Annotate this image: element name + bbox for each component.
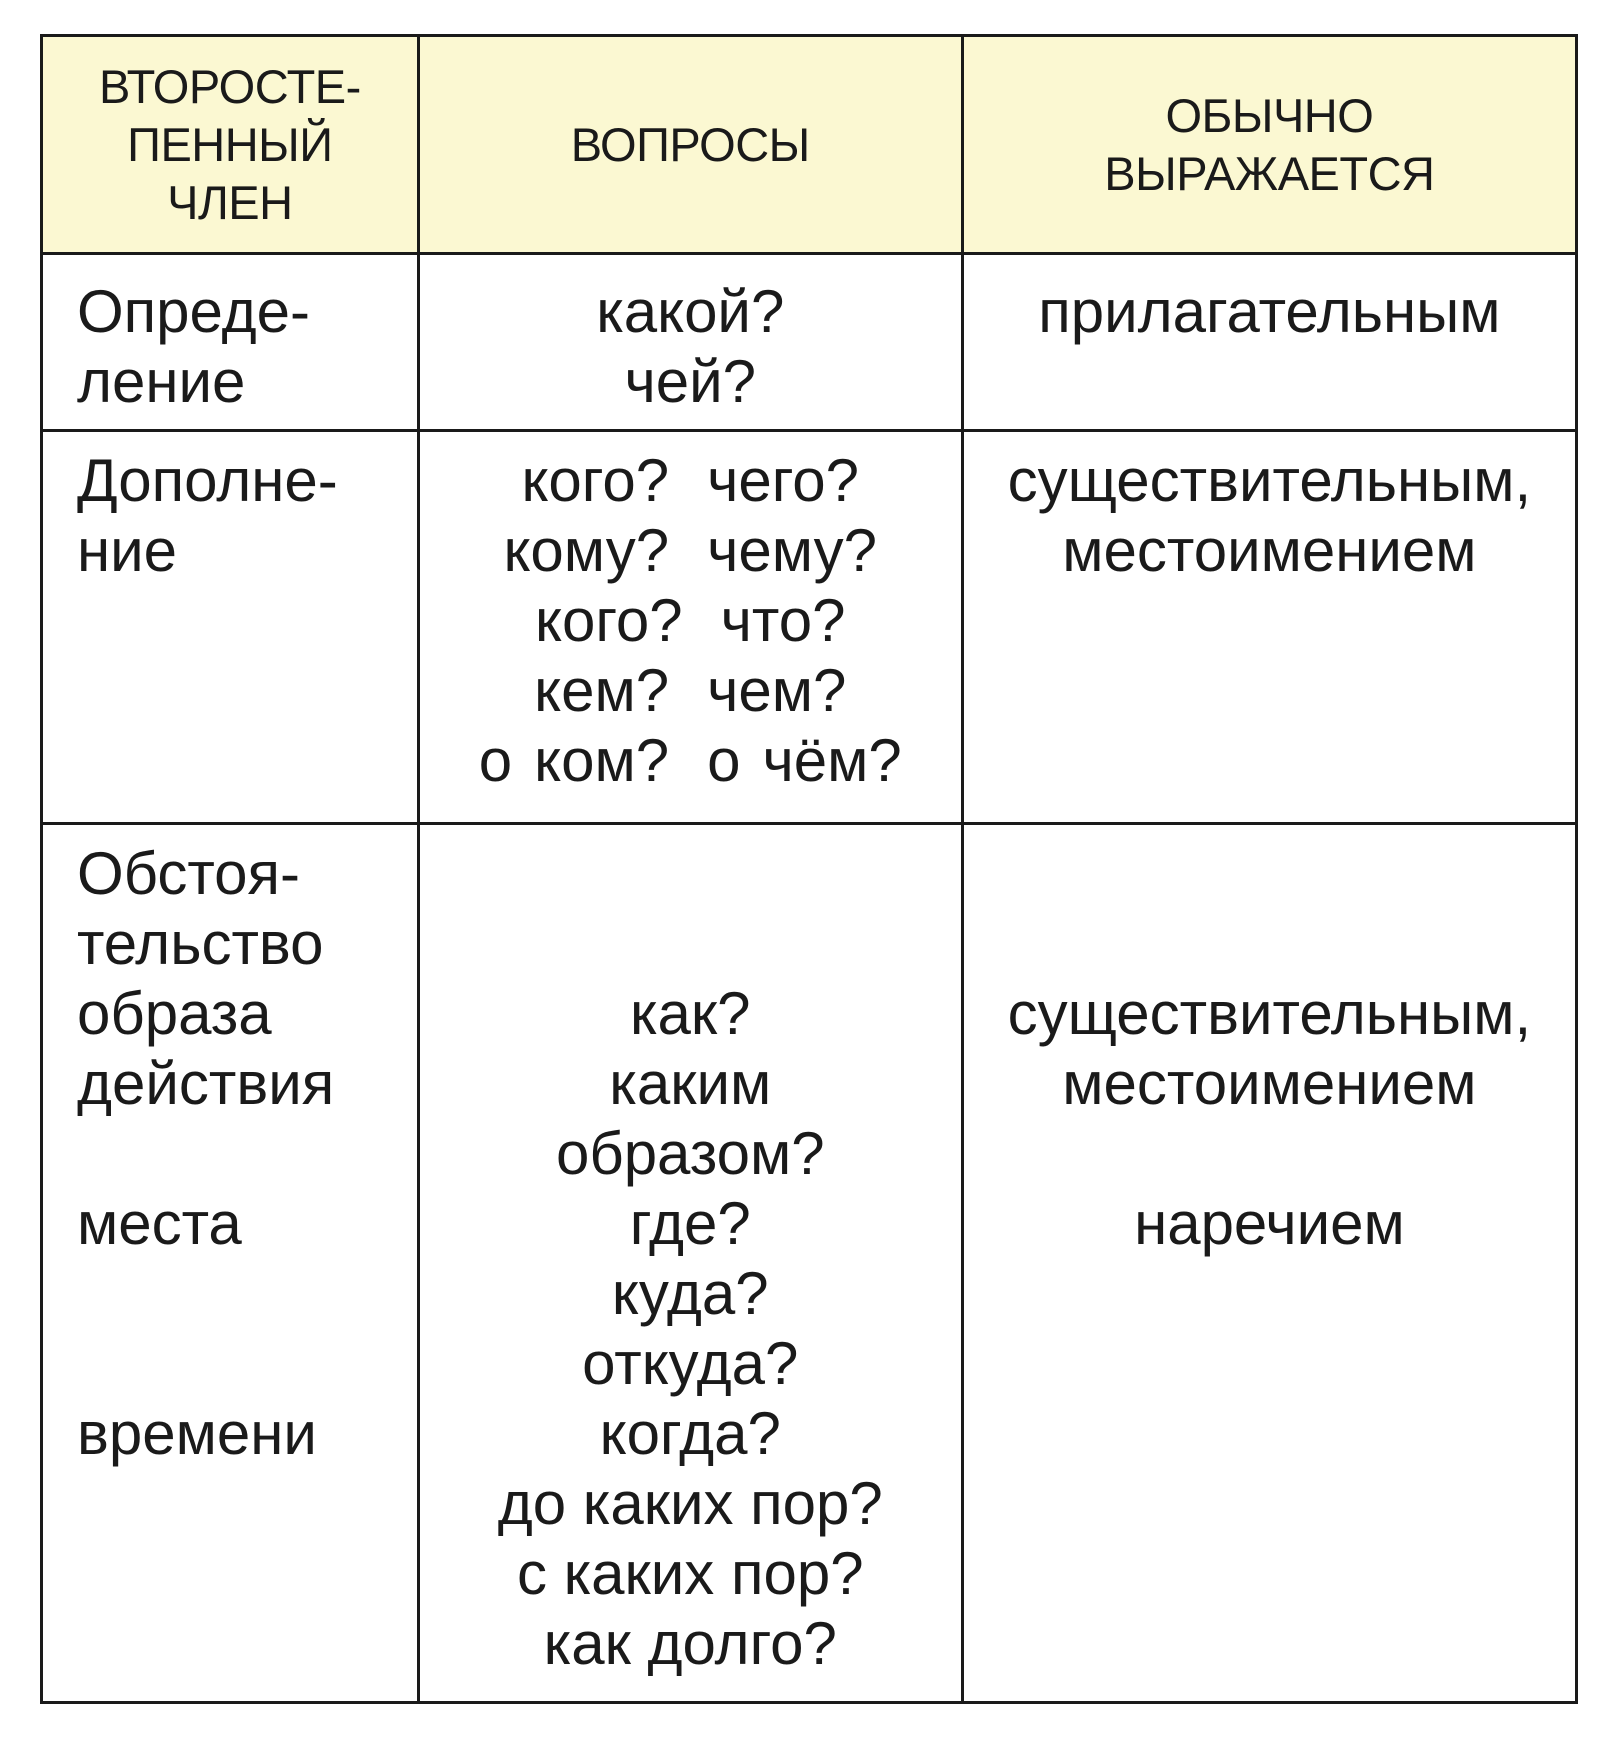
header-member <box>42 36 419 254</box>
question: чего? <box>707 446 860 514</box>
expressed-by: существительным, <box>1007 446 1532 514</box>
question: куда? <box>611 1260 769 1328</box>
row-object <box>42 430 1577 824</box>
header-questions-label: ВОПРОСЫ <box>570 117 810 171</box>
expressed-cell <box>962 824 1576 1703</box>
question: где? <box>629 1190 751 1258</box>
member-line: ление <box>77 348 246 416</box>
question: кого? <box>535 586 683 654</box>
member-line: действия <box>77 1050 335 1118</box>
expressed-by: местоимением <box>1062 1050 1477 1118</box>
question: как? <box>629 980 751 1048</box>
question: кому? <box>503 516 670 584</box>
member-line: ние <box>77 516 178 584</box>
question-part: чём? <box>762 726 902 794</box>
question: чему? <box>707 516 878 584</box>
expressed-by: наречием <box>1134 1190 1405 1258</box>
question: каким <box>609 1050 772 1118</box>
header-member-line: ЧЛЕН <box>167 175 293 229</box>
question: как долго? <box>543 1610 837 1678</box>
member-time: времени <box>77 1400 317 1468</box>
question-pair <box>420 726 961 796</box>
question: образом? <box>555 1120 825 1188</box>
header-member-line: ПЕННЫЙ <box>127 117 333 171</box>
question: кем? <box>534 656 670 724</box>
row-adverbial <box>42 824 1577 1703</box>
member-line: тельство <box>77 910 324 978</box>
member-line: образа <box>77 980 272 1048</box>
expressed-cell <box>962 254 1576 430</box>
question-pair <box>420 516 961 586</box>
question: откуда? <box>582 1330 799 1398</box>
expressed-by: прилагательным <box>1038 278 1501 346</box>
question-pair <box>420 586 961 656</box>
question-part: ком? <box>534 726 670 794</box>
question: с каких пор? <box>516 1540 864 1608</box>
question: кого? <box>521 446 670 514</box>
header-questions <box>418 36 962 254</box>
header-expressed-line: ОБЫЧНО <box>1165 88 1374 142</box>
header-row <box>42 36 1577 254</box>
question: что? <box>720 586 846 654</box>
question-part: о <box>707 726 741 794</box>
question: чей? <box>624 348 757 416</box>
member-cell <box>42 430 419 824</box>
question: до каких пор? <box>497 1470 883 1538</box>
questions-cell <box>418 254 962 430</box>
question-pair <box>420 446 961 516</box>
header-expressed <box>962 36 1576 254</box>
questions-cell <box>418 430 962 824</box>
header-expressed-line: ВЫРАЖАЕТСЯ <box>1104 146 1435 200</box>
secondary-members-table <box>40 34 1578 1704</box>
questions-cell <box>418 824 962 1703</box>
question-pair <box>420 656 961 726</box>
expressed-by: существительным, <box>1007 980 1532 1048</box>
header-member-line: ВТОРОСТЕ- <box>98 59 361 113</box>
question: чем? <box>707 656 847 724</box>
question: какой? <box>596 278 785 346</box>
expressed-by: местоимением <box>1062 516 1477 584</box>
row-definition <box>42 254 1577 430</box>
member-cell <box>42 254 419 430</box>
question-part: о <box>478 726 513 794</box>
question: когда? <box>599 1400 781 1468</box>
member-cell <box>42 824 419 1703</box>
member-line: Обстоя- <box>77 840 301 908</box>
member-place: места <box>77 1190 242 1258</box>
member-line: Опреде- <box>77 278 310 346</box>
member-line: Дополне- <box>77 446 338 514</box>
expressed-cell <box>962 430 1576 824</box>
